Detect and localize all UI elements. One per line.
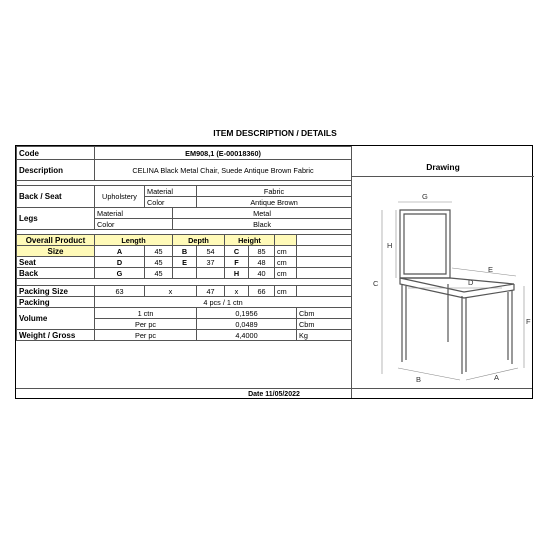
weight-row xyxy=(17,330,352,341)
packing-size-label: Packing Size xyxy=(17,286,95,297)
packing-size-x2: x xyxy=(225,286,249,297)
chair-drawing xyxy=(352,146,534,388)
page-title: ITEM DESCRIPTION / DETAILS xyxy=(213,128,337,138)
chair-back-outline xyxy=(400,210,450,278)
seat-depth-key: E xyxy=(173,257,197,268)
drawing-title: Drawing xyxy=(426,162,460,172)
depth-header: Depth xyxy=(173,235,225,246)
size-depth-value: 54 xyxy=(197,246,225,257)
back-seat-material-row xyxy=(17,186,352,197)
seat-unit: cm xyxy=(275,257,297,268)
packing-size-c: 66 xyxy=(249,286,275,297)
seat-length-key: D xyxy=(95,257,145,268)
volume-unit-2: Cbm xyxy=(297,319,352,330)
seat-depth-value: 37 xyxy=(197,257,225,268)
upholstery-label: Upholstery xyxy=(95,186,145,208)
back-row xyxy=(17,268,352,279)
weight-unit: Kg xyxy=(297,330,352,341)
legs-material-row xyxy=(17,208,352,219)
volume-ctn-value: 0,1956 xyxy=(197,308,297,319)
seat-height-value: 48 xyxy=(249,257,275,268)
spec-sheet xyxy=(15,145,533,399)
weight-label: Weight / Gross xyxy=(17,330,95,341)
weight-key: Per pc xyxy=(95,330,197,341)
size-height-key: C xyxy=(225,246,249,257)
back-length-value: 45 xyxy=(145,268,173,279)
date-footer: Date 11/05/2022 xyxy=(16,388,532,400)
drawing-panel xyxy=(351,146,534,398)
size-label: Size xyxy=(17,246,95,257)
description-label: Description xyxy=(17,160,95,181)
size-unit: cm xyxy=(275,246,297,257)
back-unit: cm xyxy=(275,268,297,279)
code-label: Code xyxy=(17,147,95,160)
overall-product-label: Overall Product xyxy=(17,235,95,246)
packing-label: Packing xyxy=(17,297,95,308)
packing-size-a: 63 xyxy=(95,286,145,297)
weight-value: 4,4000 xyxy=(197,330,297,341)
dim-c-label: C xyxy=(373,279,379,288)
volume-row-1 xyxy=(17,308,352,319)
packing-size-b: 47 xyxy=(197,286,225,297)
packing-size-unit: cm xyxy=(275,286,297,297)
dim-g-label: G xyxy=(422,192,428,201)
dim-d-label: D xyxy=(468,278,474,287)
legs-material-label: Material xyxy=(95,208,173,219)
dim-a-label: A xyxy=(494,373,500,382)
volume-pc-value: 0,0489 xyxy=(197,319,297,330)
chair-back-inner xyxy=(404,214,446,274)
legs-color-label: Color xyxy=(95,219,173,230)
seat-row xyxy=(17,257,352,268)
size-length-value: 45 xyxy=(145,246,173,257)
description-value: CELINA Black Metal Chair, Suede Antique Brown Fabric xyxy=(95,160,352,181)
volume-pc-key: Per pc xyxy=(95,319,197,330)
dim-b-line xyxy=(398,368,460,380)
code-value: EM908,1 (E-00018360) xyxy=(95,147,352,160)
legs-material-value: Metal xyxy=(173,208,352,219)
chair-leg-shading xyxy=(406,286,508,372)
back-seat-color-value: Antique Brown xyxy=(197,197,352,208)
volume-label: Volume xyxy=(17,308,95,330)
legs-label: Legs xyxy=(17,208,95,230)
back-seat-color-label: Color xyxy=(145,197,197,208)
code-row xyxy=(17,147,352,160)
size-height-value: 85 xyxy=(249,246,275,257)
seat-label: Seat xyxy=(17,257,95,268)
packing-size-row xyxy=(17,286,352,297)
back-height-value: 40 xyxy=(249,268,275,279)
volume-ctn-key: 1 ctn xyxy=(95,308,197,319)
back-seat-material-value: Fabric xyxy=(197,186,352,197)
size-row xyxy=(17,246,352,257)
dim-b-label: B xyxy=(416,375,422,384)
dim-h-label: H xyxy=(387,241,393,250)
dim-f-label: F xyxy=(526,317,531,326)
back-height-key: H xyxy=(225,268,249,279)
dim-e-label: E xyxy=(488,265,494,274)
size-depth-key: B xyxy=(173,246,197,257)
length-header: Length xyxy=(95,235,173,246)
dimensions-header-row xyxy=(17,235,352,246)
spec-table xyxy=(16,146,352,341)
size-length-key: A xyxy=(95,246,145,257)
packing-value: 4 pcs / 1 ctn xyxy=(95,297,352,308)
seat-height-key: F xyxy=(225,257,249,268)
packing-row xyxy=(17,297,352,308)
packing-size-x1: x xyxy=(145,286,197,297)
legs-color-value: Black xyxy=(173,219,352,230)
dim-a-line xyxy=(466,368,518,380)
volume-unit-1: Cbm xyxy=(297,308,352,319)
chair-seat-top xyxy=(400,278,514,292)
back-length-key: G xyxy=(95,268,145,279)
description-row xyxy=(17,160,352,181)
back-seat-material-label: Material xyxy=(145,186,197,197)
dim-e-line xyxy=(452,268,516,276)
height-header: Height xyxy=(225,235,275,246)
back-label: Back xyxy=(17,268,95,279)
back-seat-label: Back / Seat xyxy=(17,186,95,208)
seat-length-value: 45 xyxy=(145,257,173,268)
